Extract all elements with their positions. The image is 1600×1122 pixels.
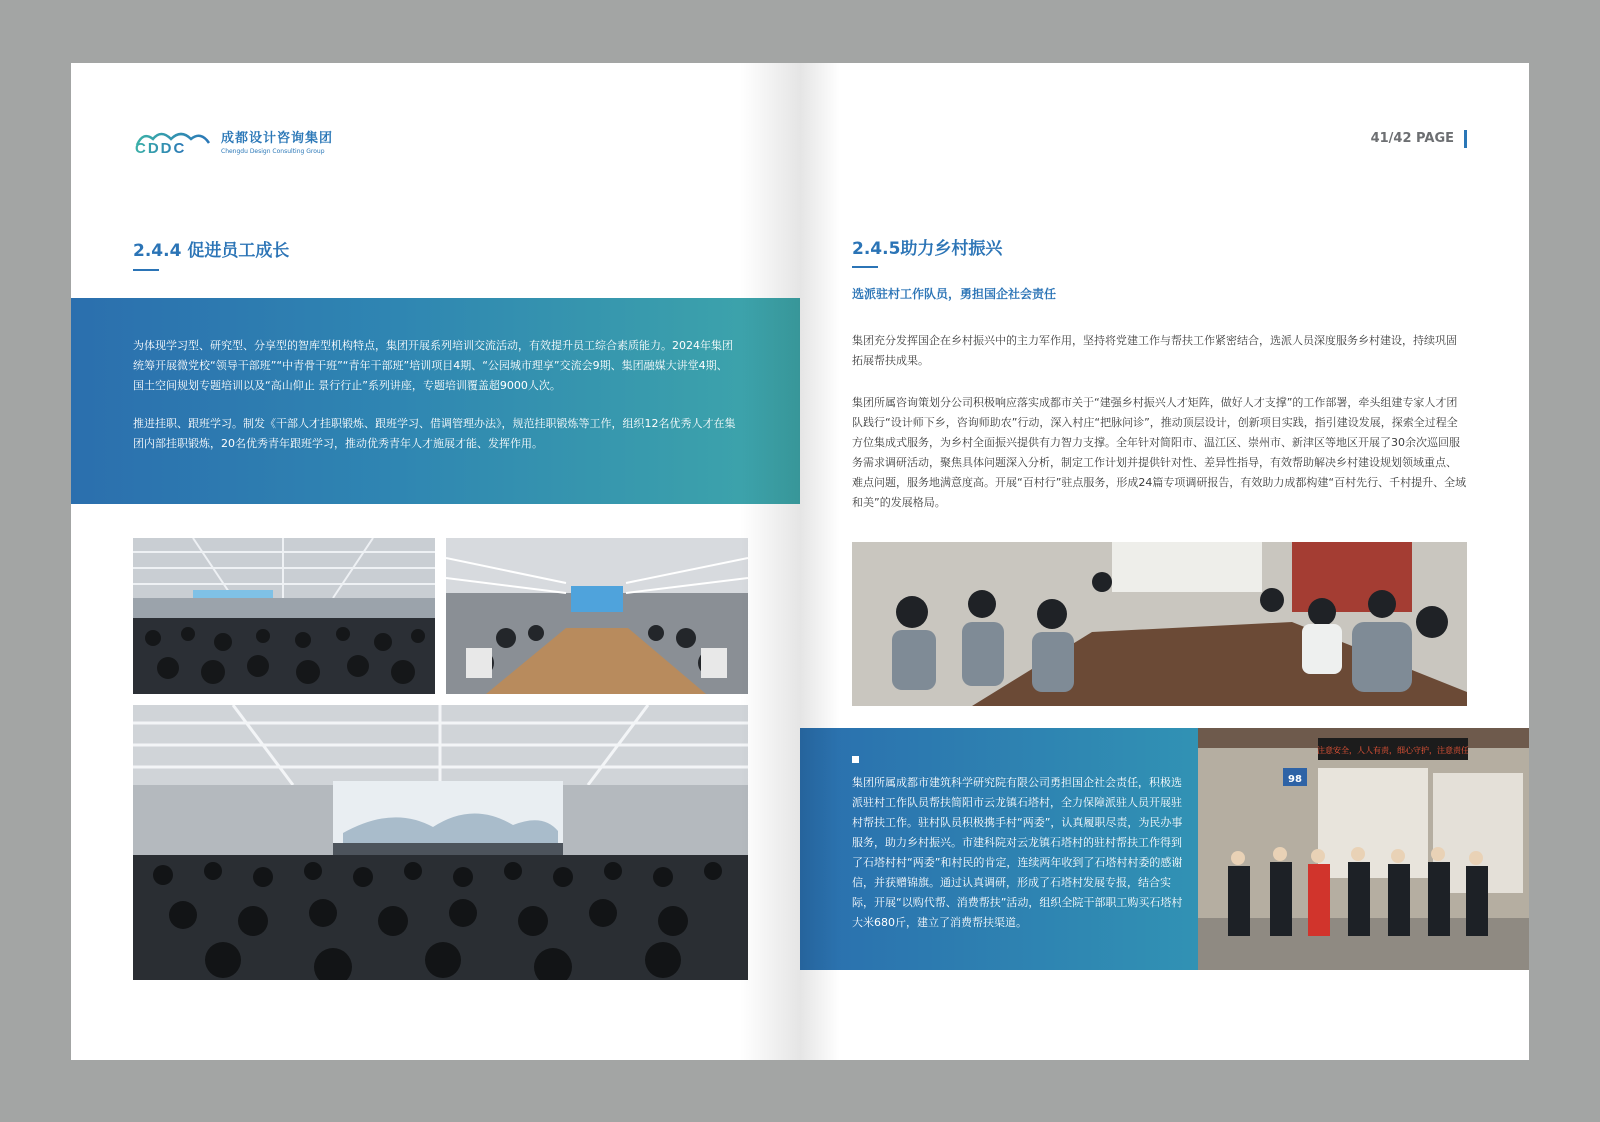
village-support-text: 集团所属成都市建筑科学研究院有限公司勇担国企社会责任，积极选派驻村工作队员帮扶简阳市云龙镇石塔村，全力保障派驻人员开展驻村帮扶工作。驻村队员积极携手村“两委”，认真履职尽责，为民办事服务，助力乡村振兴。市建科院对云龙镇石塔村的驻村帮扶工作得到了石塔村村“两委”和村民的肯定，连续两年收到了石塔村村委的感谢信，并获赠锦旗。通过认真调研，形成了石塔村发展专报，结合实际，开展“以购代帮、消费帮扶”活动，组织全院干部职工购买石塔村大米680斤，建立了消费帮扶渠道。: [852, 776, 1183, 929]
village-group-photo: [1198, 728, 1529, 970]
training-hall-photo: [133, 538, 435, 694]
meeting-room-photo: [446, 538, 748, 694]
section-title-underline: [133, 269, 159, 271]
subheading: 选派驻村工作队员，勇担国企社会责任: [852, 287, 1057, 301]
section-title-underline: [852, 266, 878, 268]
intro-band: [71, 298, 800, 504]
company-logo: [133, 127, 333, 155]
spine-shadow-right: [800, 63, 840, 1060]
intro-paragraph-1: 为体现学习型、研究型、分享型的智库型机构特点，集团开展系列培训交流活动，有效提升员工综合素质能力。2024年集团统筹开展微党校“领导干部班”“中青骨干班”“青年干部班”培训项目4期、“公园城市理享”交流会9期、集团融媒大讲堂4期、国土空间规划专题培训以及“高山仰止 景行行止”系列讲座，专题培训覆盖超9000人次。: [133, 339, 733, 392]
logo-cn-name: 成都设计咨询集团: [221, 131, 334, 146]
section-title-2-4-5: 2.4.5助力乡村振兴: [852, 239, 1003, 259]
led-banner-text: 注意安全，人人有责，细心守护，注意责任: [1317, 746, 1469, 755]
body-paragraph-1: 集团充分发挥国企在乡村振兴中的主力军作用，坚持将党建工作与帮扶工作紧密结合，选派人员深度服务乡村建设，持续巩固拓展帮扶成果。: [852, 334, 1457, 367]
house-number: 98: [1288, 774, 1302, 785]
spine-shadow-left: [740, 63, 800, 1060]
intro-paragraph-2: 推进挂职、跟班学习。制发《干部人才挂职锻炼、跟班学习、借调管理办法》，规范挂职锻炼等工作，组织12名优秀人才在集团内部挂职锻炼，20名优秀青年跟班学习，推动优秀青年人才施展才能、发挥作用。: [133, 417, 736, 450]
logo-mark-text: CDDC: [135, 140, 187, 155]
village-support-band: [800, 728, 1198, 970]
body-paragraph-2: 集团所属咨询策划分公司积极响应落实成都市关于“建强乡村振兴人才矩阵，做好人才支撑”的工作部署，牵头组建专家人才团队践行“设计师下乡，咨询师助农”行动，深入村庄“把脉问诊”，推动顶层设计，创新项目实践，指引建设发展，探索全过程全方位集成式服务，为乡村全面振兴提供有力智力支撑。全年针对简阳市、温江区、崇州市、新津区等地区开展了30余次巡回服务需求调研活动，聚焦具体问题深入分析，制定工作计划并提供针对性、差异性指导，有效帮助解决乡村建设规划领域重点、难点问题，服务地满意度高。开展“百村行”驻点服务，形成24篇专项调研报告，有效助力成都构建“百村先行、千村提升、全域和美”的发展格局。: [852, 396, 1467, 509]
page-number: 41/42 PAGE: [1371, 130, 1467, 148]
logo-en-name: Chengdu Design Consulting Group: [221, 148, 325, 155]
section-title-2-4-4: 2.4.4 促进员工成长: [133, 241, 290, 261]
bullet-square: [852, 756, 859, 763]
lecture-hall-photo: [133, 705, 748, 980]
left-page: [71, 63, 800, 1060]
cddc-logo-mark: [133, 127, 213, 155]
right-page: [800, 63, 1529, 1060]
rural-meeting-photo: [852, 542, 1467, 706]
